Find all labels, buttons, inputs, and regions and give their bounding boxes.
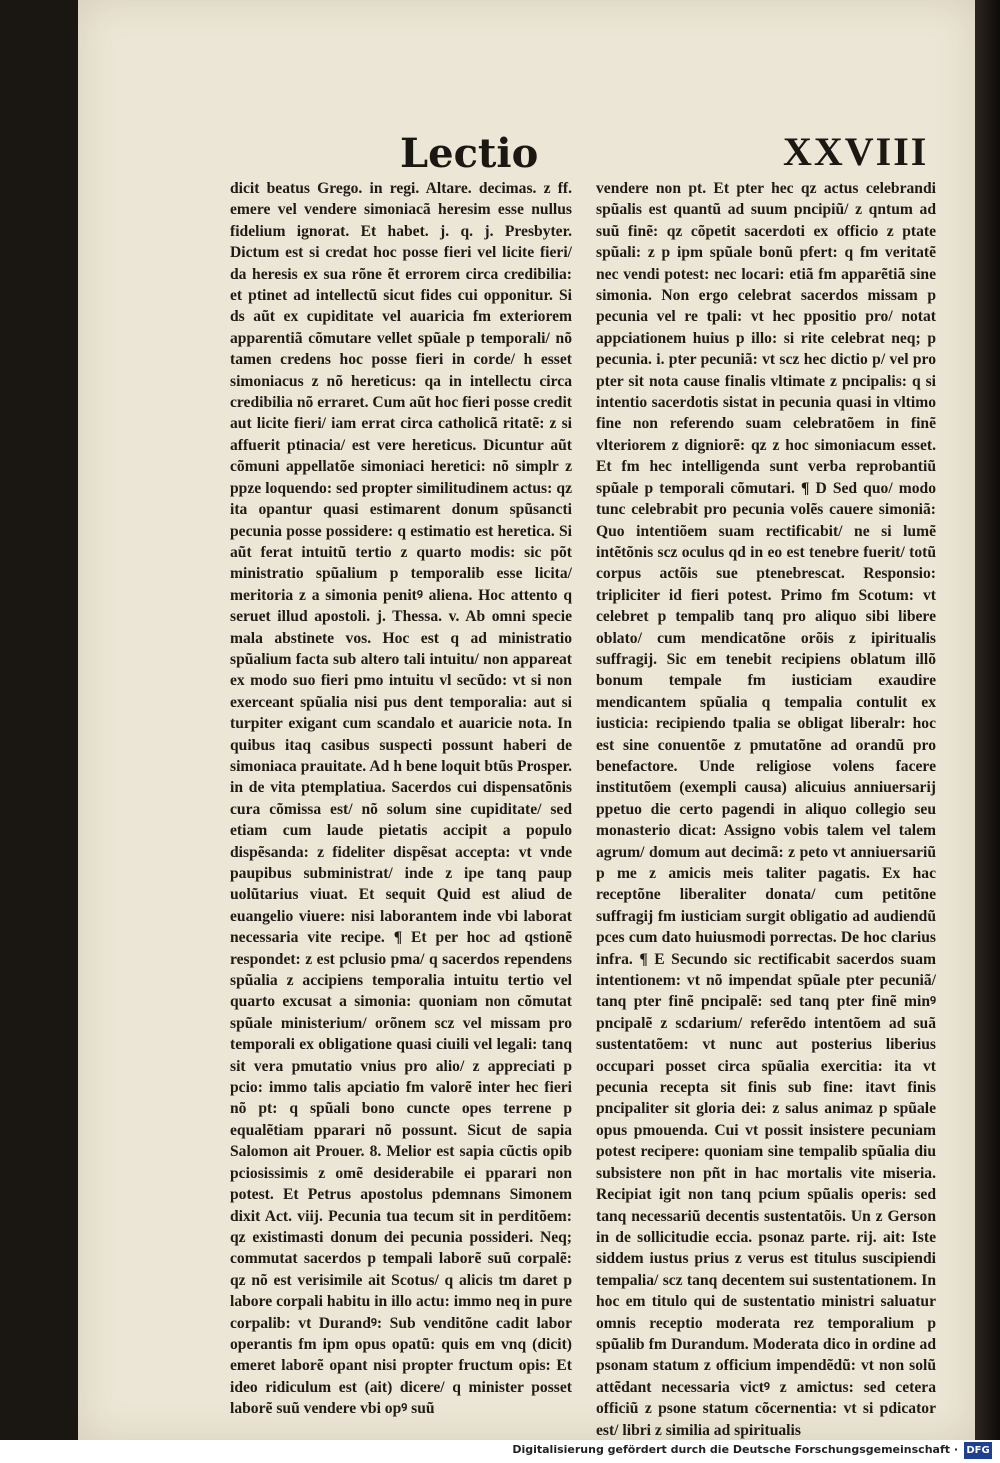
running-head-number: XXVIII <box>783 129 929 174</box>
dfg-logo[interactable]: DFG <box>964 1442 992 1459</box>
right-column-text: vendere non pt. Et pter hec qz actus celebrandi spũalis est quantũ ad suum pncipiũ/ z qntum ad suũ finẽ: qz cõpetit sacerdoti ex officio z ptate spũali: z p ipm spũale bonũ pfert: q fm veritatẽ nec vendi potest: nec locari: etiã fm apparẽtiã sine simonia. Non ergo celebrat sacerdos missam p pecunia vel re tpali: vt hec ppositio pro/ notat appciationem huius p illo: si rite celebrat neq; p pecunia. i. pter pecuniã: vt scz hec dictio p/ vel pro pter sit nota cause finalis vltimate z pncipalis: q si intentio sacerdotis sistat in pecunia quasi in vltimo fine non referendo suam celebratõem in finẽ vlteriorem z digniorẽ: qz z hoc simoniacum esset. Et fm hec intelligenda sunt verba reprobantiũ spũale p temporali cõmutari. ¶ D Sed quo/ modo tunc celebrabit pro pecunia volẽs cauere simoniã: Quo intentiõem suam rectificabit/ ne si lumẽ intẽtõnis scz oculus qd in eo est tenebre fuerit/ totũ corpus actõis sue ptenebrescat. Responsio: tripliciter id fieri potest. Primo fm Scotum: vt celebret p tempalib tanq pro aliquo sibi libere oblato/ cum mendicatõne orõis z ipiritualis suffragij. Sic em tenebit recipiens oblatum illõ bonum tempale fm iusticiam exaudire mendicantem spũalia q tempalia contulit ex iusticia: recipiendo tpalia se obligat liberalr: hoc est sine conuentõe z pmutatõne ad orandũ pro benefactore. Unde religiose volens facere institutõem (exempli causa) alicuius anniuersarij ppetuo die certo pagendi in aliquo collegio seu monasterio dicat: Assigno vobis talem vel talem agrum/ domum aut decimã: z peto vt anniuersariũ p me z amicis meis taliter pagatis. Ex hac receptõne liberaliter donata/ cum petitõne suffragij fm iusticiam surgit obligatio ad audiendũ pces cum dato huiusmodi porrectas. De hoc clarius infra. ¶ E Secundo sic rectificabit sacerdos suam intentionem: vt nõ impendat spũale pter pecuniã/ tanq pter finẽ pncipalẽ: sed tanq pter finẽ minꝰ pncipalẽ z scdarium/ referẽdo intentõem ad suã sustentatõem: vt nunc aut posterius liberius occupari posset circa spũalia exercitia: ita vt pecunia recepta sit finis sub fine: itavt finis pncipaliter sit gloria dei: z salus animaz p spũale opus pmouenda. Cui vt possit insistere pecuniam potest recipere: quoniam sine tempalib spũalia diu subsistere non pñt in hac mortalis vite miseria. Recipiat igit non tanq pcium spũalis operis: sed tanq necessariũ decentis sustentatõis. Un z Gerson in de sollicitudie eccia. psonaz parte. rij. ait: Iste siddem iustus prius z verus est titulus suscipiendi tempalia/ scz tanq decentem sui sustentationem. In hoc em titulo qui de sustentatio ministri saluatur omnis receptio moderata rez temporalium p spũalib fm Durandum. Moderata dico in ordine ad psonam statum z officium impendẽdũ: vt non solũ attẽdant necessaria victꝰ z amictus: sed cetera officiũ z psone statum cõcernentia: vt si pdicator est/ libri z similia ad spiritualis <box>596 180 936 1439</box>
running-head-lectio: Lectio <box>400 130 539 177</box>
funding-credit[interactable]: Digitalisierung gefördert durch die Deutsche Forschungsgemeinschaft · <box>512 1443 958 1456</box>
footer-bar <box>0 1440 1000 1463</box>
left-column-text: dicit beatus Grego. in regi. Altare. decimas. z ff. emere vel vendere simoniacã heresim esse nullus fidelium ignorat. Et habet. j. q. j. Presbyter. Dictum est si credat hoc posse fieri vel licite fieri/ da heresis ex sua rõne ẽt errorem circa credibilia: et ptinet ad intellectũ sicut fides cui opponitur. Si ds aũt ex cupiditate vel auaricia fm exteriorem apparentiã cõmutare vellet spũale p temporali/ nõ tamen credens hoc posse fieri in corde/ h esset simoniacus z nõ hereticus: qa in intellectu circa credibilia nõ erraret. Cum aũt hoc fieri posse credit aut licite fieri/ iam errat circa catholicã ritatẽ: z si affuerit ptinacia/ est vere hereticus. Dicuntur aũt cõmuni appellatõe simoniaci heretici: nõ simplr z ppze loquendo: sed propter similitudinem actus: qz ita opantur quasi estimarent donum spũsancti pecunia posse possidere: q estimatio est heretica. Si aũt ferat intuitũ tertio z quarto modis: sic põt ministratio spũalium p temporalib esse licita/ meritoria z a simonia penitꝰ aliena. Hoc attento q seruet illud apostoli. j. Thessa. v. Ab omni specie mala abstinete vos. Hoc est q ad ministratio spũalium facta sub altero tali intuitu/ non appareat ex modo suo fieri pmo intuitu vl secũdo: vt si non exerceant spũalia nisi pus dent temporalia: aut si turpiter exigant cum scandalo et auaricie nota. In quibus itaq casibus suspecti possunt haberi de simoniaca prauitate. Ad h bene loquit btũs Prosper. in de vita ptemplatiua. Sacerdos cui dispensatõnis cura cõmissa est/ nõ solum sine cupiditate/ sed etiam cum laude pietatis accipit a populo dispẽsanda: z fideliter dispẽsat accepta: vt vnde paupibus subministrat/ inde z ipe tanq paup uolũtarius viuat. Et sequit Quid est aliud de euangelio viuere: nisi laborantem inde vbi laborat necessaria vite recipe. ¶ Et per hoc ad qstionẽ respondet: z est pclusio pma/ q sacerdos rependens spũalia z accipiens temporalia intuitu tertio vel quarto excusat a simonia: quoniam non cõmutat spũale ministerium/ orõnem scz vel missam pro temporali ex obligatione quasi ciuili vel legali: tanq sit vera pmutatio vnius pro alio/ z appreciati p pcio: immo talis apciatio fm valorẽ inter hec fieri nõ pt: q spũali bono cuncte opes terrene p equalẽtiam pparari nõ possunt. Sicut de sapia Salomon ait Prouer. 8. Melior est sapia cũctis opib pciosissimis z omẽ desiderabile ei pparari non potest. Et Petrus apostolus pdemnans Simonem dixit Act. viij. Pecunia tua tecum sit in perditõem: qz existimasti donum dei pecunia possideri. Neq; commutat sacerdos p tempali laborẽ suũ corpalẽ: qz nõ est verisimile ait Scotus/ q alicis tm daret p labore corpali habitu in illo actu: immo neq in pure corpalib: vt Durandꝰ: Sub venditõne cadit labor operantis fm ipm opus opatũ: quis em vnq (dicit) emeret laborẽ opant nisi propter fructum opis: Et ideo ridiculum est (ait) dicere/ q minister posset laborẽ suũ vendere vbi opꝰ suũ <box>230 180 572 1418</box>
text-column-left <box>230 178 572 1418</box>
text-column-right <box>596 178 936 1439</box>
book-edge <box>975 0 1000 1440</box>
